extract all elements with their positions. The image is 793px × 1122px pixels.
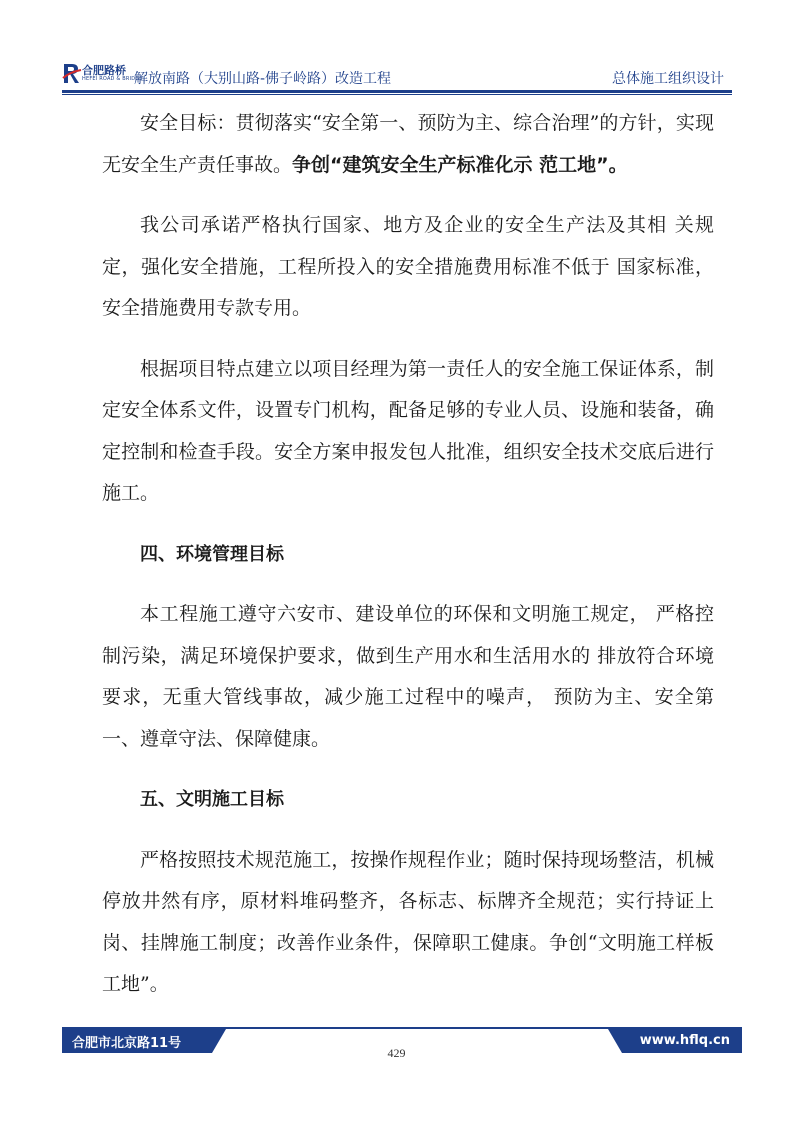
page-header xyxy=(62,56,732,94)
document-title: 总体施工组织设计 xyxy=(612,71,724,87)
project-title: 解放南路（大别山路-佛子岭路）改造工程 xyxy=(134,71,392,87)
paragraph-safety-system: 根据项目特点建立以项目经理为第一责任人的安全施工保证体系，制定安全体系文件，设置专门机构，配备足够的专业人员、设施和装备，确定控制和检查手段。安全方案申报发包人批准，组织安全技术交底后进行施工。 xyxy=(102,357,714,504)
safety-goal-text: 安全目标：贯彻落实“安全第一、预防为主、综合治理”的方针，实现无安全生产责任事故。 xyxy=(102,112,714,176)
logo-text: 合肥路桥 xyxy=(82,64,126,77)
company-logo xyxy=(62,62,143,86)
footer-address: 合肥市北京路11号 xyxy=(72,1036,182,1051)
footer-website: www.hflq.cn xyxy=(639,1033,730,1048)
paragraph-safety-commitment: 我公司承诺严格执行国家、地方及企业的安全生产法及其相 关规定，强化安全措施，工程所投入的安全措施费用标准不低于 国家标准，安全措施费用专款专用。 xyxy=(102,214,714,319)
paragraph-environment: 本工程施工遵守六安市、建设单位的环保和文明施工规定， 严格控制污染，满足环境保护要求，做到生产用水和生活用水的 排放符合环境要求，无重大管线事故，减少施工过程中的噪声， 预防为主、安全第一、遵章守法、保障健康。 xyxy=(102,603,714,750)
page-content xyxy=(102,103,714,1025)
safety-goal-emphasis: 争创“建筑安全生产标准化示 范工地”。 xyxy=(292,153,628,176)
logo-subtext: HEFEI ROAD & BRIDGE xyxy=(82,76,143,82)
paragraph-safety-goal xyxy=(102,103,714,186)
heading-environment: 四、环境管理目标 xyxy=(140,543,284,565)
header-divider xyxy=(62,90,732,93)
page-number: 429 xyxy=(387,1046,406,1060)
header-divider-thin xyxy=(62,94,732,95)
logo-mark-icon xyxy=(62,62,82,84)
heading-civilized-construction: 五、文明施工目标 xyxy=(140,789,284,810)
paragraph-civilized-construction: 严格按照技术规范施工，按操作规程作业；随时保持现场整洁，机械停放井然有序，原材料堆码整齐，各标志、标牌齐全规范；实行持证上岗、挂牌施工制度；改善作业条件，保障职工健康。争创“文明施工样板工地”。 xyxy=(102,848,714,995)
